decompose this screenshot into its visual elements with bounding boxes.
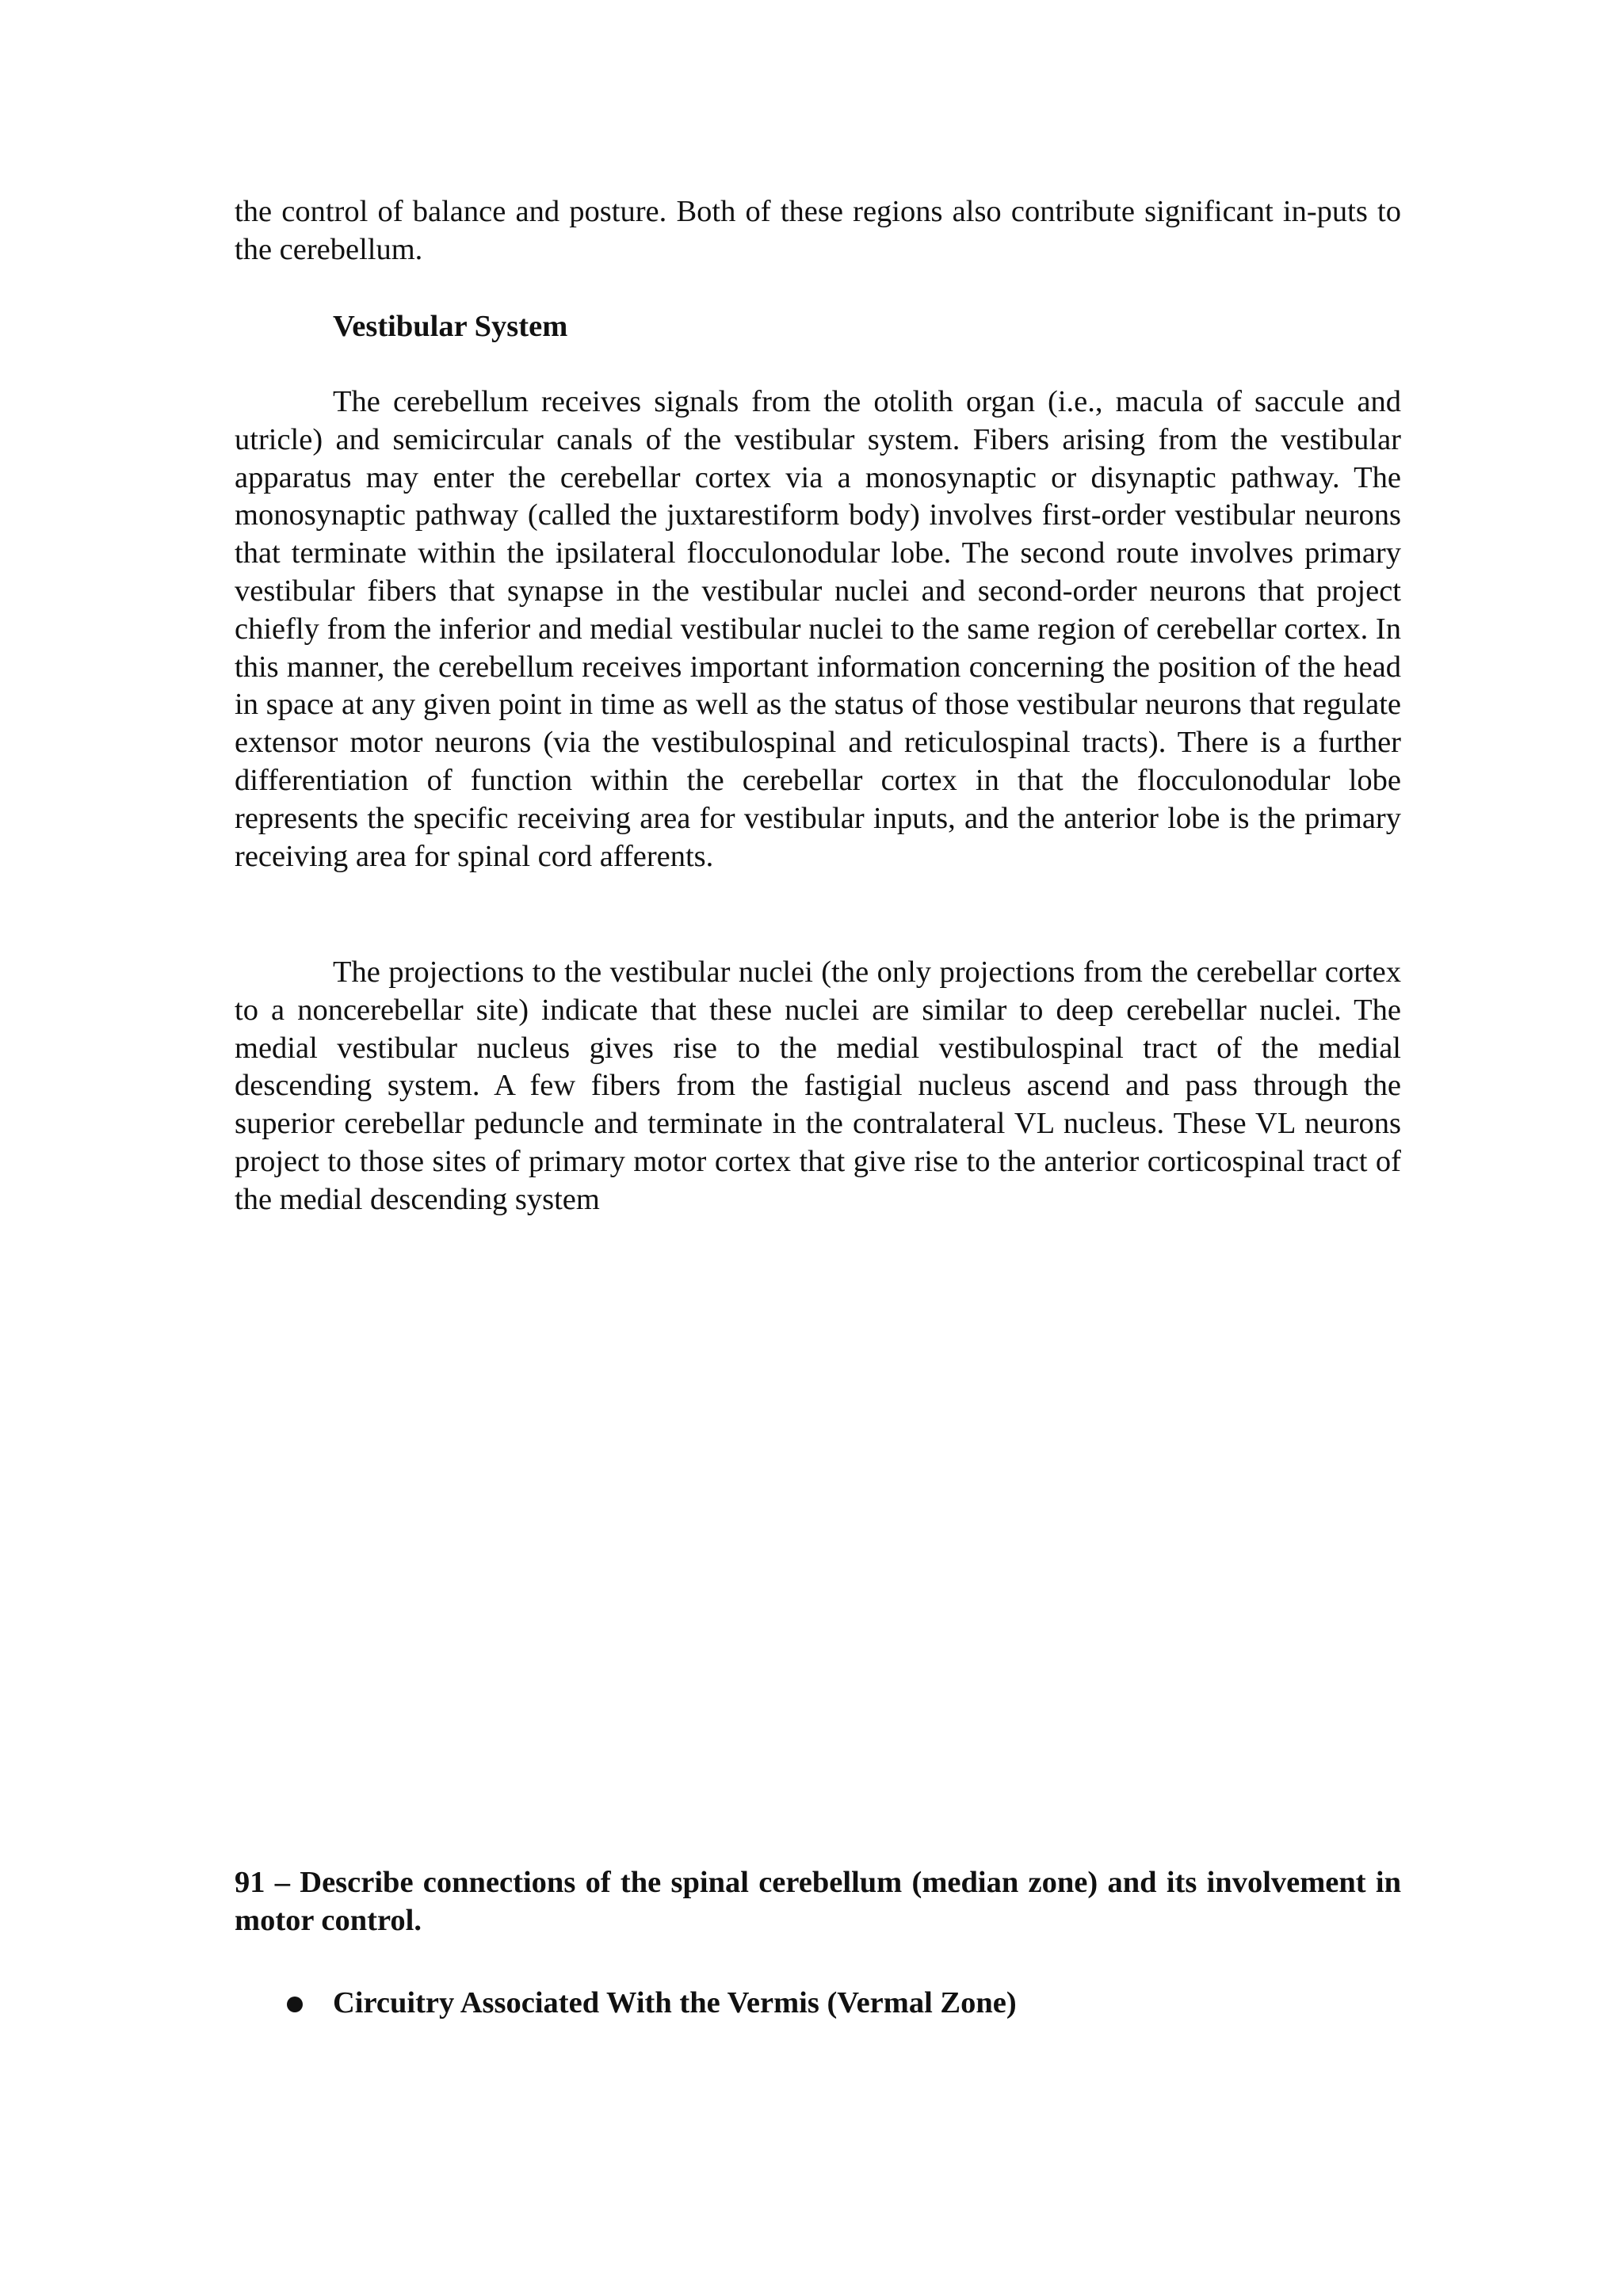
section-heading-vestibular-system: Vestibular System	[333, 310, 568, 343]
intro-continuation-paragraph: the control of balance and posture. Both of these regions also contribute significant in-puts to the cerebellum.	[235, 195, 1401, 266]
body-paragraph: The cerebellum receives signals from the otolith organ (i.e., macula of saccule and utricle) and semicircular canals of the vestibular system. Fibers arising from the vestibular apparatus may enter the cerebellar cortex via a monosynaptic or disynaptic pathway. The monosynaptic pathway (called the juxtarestiform body) involves first-order vestibular neurons that terminate within the ipsilateral flocculonodular lobe. The second route involves primary vestibular fibers that synapse in the vestibular nuclei and second-order neurons that project chiefly from the inferior and medial vestibular nuclei to the same region of cerebellar cortex. In this manner, the cerebellum receives important information concerning the position of the head in space at any given point in time as well as the status of those vestibular neurons that regulate extensor motor neurons (via the vestibulospinal and reticulospinal tracts). There is a further differentiation of function within the cerebellar cortex in that the flocculonodular lobe represents the specific receiving area for vestibular inputs, and the anterior lobe is the primary receiving area for spinal cord afferents.	[235, 385, 1401, 873]
bullet-icon	[287, 1997, 303, 2012]
body-paragraph: The projections to the vestibular nuclei (the only projections from the cerebellar cortex to a noncerebellar site) indicate that these nuclei are similar to deep cerebellar nuclei. The medial vestibular nucleus gives rise to the medial vestibulospinal tract of the medial descending system. A few fibers from the fastigial nucleus ascend and pass through the superior cerebellar peduncle and terminate in the contralateral VL nucleus. These VL neurons project to those sites of primary motor cortex that give rise to the anterior corticospinal tract of the medial descending system	[235, 955, 1401, 1216]
question-heading: 91 – Describe connections of the spinal cerebellum (median zone) and its involvement in motor control.	[235, 1866, 1401, 1937]
bullet-item-text: Circuitry Associated With the Vermis (Vermal Zone)	[333, 1986, 1017, 2019]
